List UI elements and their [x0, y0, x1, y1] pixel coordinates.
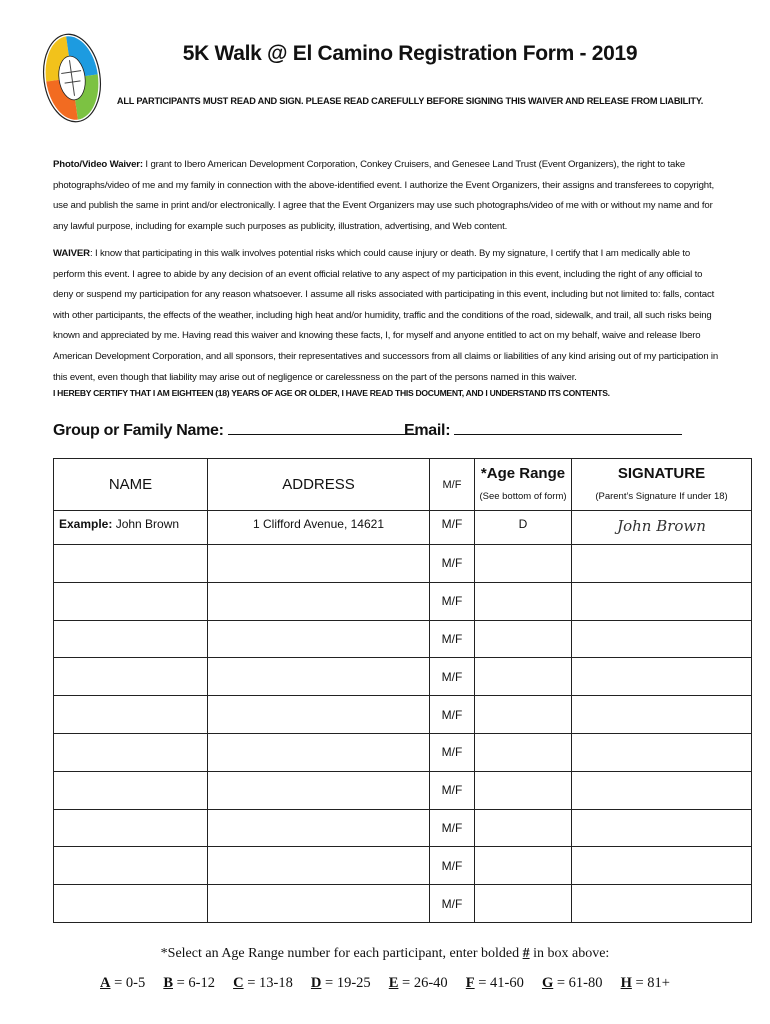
example-row	[54, 511, 752, 545]
age-range-item	[621, 975, 670, 992]
waiver-label: WAIVER	[53, 248, 90, 259]
participant-name-input[interactable]	[54, 771, 208, 809]
participant-rows	[54, 545, 752, 923]
participant-signature-input[interactable]	[572, 545, 752, 583]
el-camino-logo	[42, 32, 102, 124]
group-name-label: Group or Family Name:	[53, 422, 224, 439]
participant-name-input[interactable]	[54, 696, 208, 734]
participant-signature-input[interactable]	[572, 733, 752, 771]
age-range-value: = 61-80	[553, 975, 603, 991]
example-age: D	[475, 511, 572, 545]
participant-address-input[interactable]	[208, 582, 430, 620]
age-range-item	[466, 975, 524, 992]
header-address: ADDRESS	[208, 459, 430, 511]
participant-mf[interactable]: M/F	[430, 809, 475, 847]
participant-signature-input[interactable]	[572, 620, 752, 658]
example-mf: M/F	[430, 511, 475, 545]
participant-row	[54, 733, 752, 771]
participant-signature-input[interactable]	[572, 847, 752, 885]
participant-mf[interactable]: M/F	[430, 658, 475, 696]
age-range-key: D	[310, 975, 322, 991]
example-name-cell	[54, 511, 208, 545]
participant-row	[54, 696, 752, 734]
participant-name-input[interactable]	[54, 545, 208, 583]
certify-statement: I HEREBY CERTIFY THAT I AM EIGHTEEN (18) YEARS OF AGE OR OLDER, I HAVE READ THIS DOCUMENT, AND I UNDERSTAND ITS CONTENTS.	[53, 388, 610, 398]
waiver-text: : I know that participating in this walk involves potential risks which could cause injury or death. By my signature, I certify that I am medically able to perform this event. I agree to abide by any decision of an event official relative to any aspect of my participation in this event, including the right of any official to deny or suspend my participation for any reason whatsoever. I assume all risks associated with participating in this event, including but not limited to: falls, contact with other participants, the effects of the weather, including high heat and/or humidity, traffic and the conditions of the road, sidewalk, and trail, all such risks being known and appreciated by me. Having read this waiver and knowing these facts, I, for myself and anyone entitled to act on my behalf, waive and release Ibero American Development Corporation, and all sponsors, their representatives and successors from all claims or liabilities of any kind arising out of my participation in this event, even though that liability may arise out of negligence or carelessness on the part of the persons named in this waiver.	[53, 248, 719, 383]
header-age-note: (See bottom of form)	[479, 491, 567, 502]
participant-address-input[interactable]	[208, 809, 430, 847]
photo-waiver-label: Photo/Video Waiver:	[53, 159, 143, 170]
participant-age-input[interactable]	[475, 847, 572, 885]
participant-address-input[interactable]	[208, 696, 430, 734]
participant-name-input[interactable]	[54, 620, 208, 658]
participant-address-input[interactable]	[208, 733, 430, 771]
group-name-field[interactable]	[53, 420, 416, 440]
participant-address-input[interactable]	[208, 545, 430, 583]
participant-row	[54, 771, 752, 809]
header-mf: M/F	[430, 459, 475, 511]
participant-row	[54, 809, 752, 847]
participant-name-input[interactable]	[54, 582, 208, 620]
participant-age-input[interactable]	[475, 733, 572, 771]
group-name-line[interactable]	[228, 420, 416, 435]
age-range-item	[389, 975, 448, 992]
example-name: John Brown	[112, 517, 180, 531]
participant-row	[54, 582, 752, 620]
participant-age-input[interactable]	[475, 809, 572, 847]
participant-signature-input[interactable]	[572, 582, 752, 620]
age-range-key: A	[100, 975, 111, 991]
age-range-key: B	[163, 975, 173, 991]
participant-address-input[interactable]	[208, 771, 430, 809]
participant-mf[interactable]: M/F	[430, 545, 475, 583]
age-range-value: = 13-18	[243, 975, 293, 991]
participant-address-input[interactable]	[208, 620, 430, 658]
age-range-value: = 6-12	[173, 975, 216, 991]
age-range-key: H	[620, 975, 632, 991]
participant-row	[54, 545, 752, 583]
age-range-item	[163, 975, 215, 992]
instruction-mark: #	[522, 946, 530, 961]
participant-signature-input[interactable]	[572, 771, 752, 809]
participant-name-input[interactable]	[54, 847, 208, 885]
age-range-value: = 19-25	[321, 975, 371, 991]
participant-age-input[interactable]	[475, 545, 572, 583]
email-line[interactable]	[454, 420, 682, 435]
participant-mf[interactable]: M/F	[430, 885, 475, 923]
example-label: Example:	[59, 517, 113, 531]
age-range-value: = 0-5	[110, 975, 146, 991]
participant-signature-input[interactable]	[572, 809, 752, 847]
participant-address-input[interactable]	[208, 885, 430, 923]
email-field[interactable]	[404, 420, 682, 440]
age-range-key: G	[541, 975, 554, 991]
age-range-legend	[100, 975, 670, 992]
header-signature	[572, 459, 752, 511]
waiver-paragraph	[53, 244, 719, 388]
participant-mf[interactable]: M/F	[430, 582, 475, 620]
age-range-item	[311, 975, 371, 992]
participant-row	[54, 658, 752, 696]
instruction-pre: *Select an Age Range number for each participant, enter bolded	[160, 946, 523, 961]
participant-age-input[interactable]	[475, 620, 572, 658]
participant-name-input[interactable]	[54, 809, 208, 847]
form-subtitle: ALL PARTICIPANTS MUST READ AND SIGN. PLEASE READ CAREFULLY BEFORE SIGNING THIS WAIVER AND RELEASE FROM LIABILITY.	[116, 96, 704, 106]
age-range-key: E	[388, 975, 399, 991]
age-range-item	[100, 975, 145, 992]
age-range-instruction	[0, 946, 770, 962]
participant-signature-input[interactable]	[572, 658, 752, 696]
participant-name-input[interactable]	[54, 658, 208, 696]
header-age-range	[475, 459, 572, 511]
example-address: 1 Clifford Avenue, 14621	[208, 511, 430, 545]
participant-mf[interactable]: M/F	[430, 733, 475, 771]
participant-signature-input[interactable]	[572, 696, 752, 734]
participant-address-input[interactable]	[208, 658, 430, 696]
participant-age-input[interactable]	[475, 771, 572, 809]
photo-waiver-paragraph	[53, 155, 719, 237]
registration-table	[53, 458, 752, 923]
example-signature: John Brown	[572, 511, 752, 545]
age-range-item	[233, 975, 293, 992]
photo-waiver-text: I grant to Ibero American Development Corporation, Conkey Cruisers, and Genesee Land Trust (Event Organizers), the right to take photographs/video of me and my family in connection with the above-identified event. I authorize the Event Organizers, their assigns and transferees to copyright, use and publish the same in print and/or electronically. I agree that the Event Organizers may use such photographs/video of me with or without my name and for any lawful purpose, including for example such purposes as publicity, illustration, advertising, and Web content.	[53, 159, 714, 232]
participant-address-input[interactable]	[208, 847, 430, 885]
header-name: NAME	[54, 459, 208, 511]
header-signature-title: SIGNATURE	[617, 465, 706, 482]
participant-age-input[interactable]	[475, 582, 572, 620]
header-age-title: *Age Range	[480, 465, 566, 482]
participant-row	[54, 885, 752, 923]
age-range-value: = 81+	[631, 975, 670, 991]
participant-age-input[interactable]	[475, 696, 572, 734]
participant-age-input[interactable]	[475, 885, 572, 923]
age-range-key: C	[233, 975, 244, 991]
participant-mf[interactable]: M/F	[430, 847, 475, 885]
participant-name-input[interactable]	[54, 885, 208, 923]
participant-signature-input[interactable]	[572, 885, 752, 923]
participant-mf[interactable]: M/F	[430, 620, 475, 658]
participant-name-input[interactable]	[54, 733, 208, 771]
age-range-value: = 26-40	[398, 975, 448, 991]
email-label: Email:	[404, 422, 451, 439]
participant-mf[interactable]: M/F	[430, 771, 475, 809]
participant-age-input[interactable]	[475, 658, 572, 696]
table-header-row	[54, 459, 752, 511]
form-title: 5K Walk @ El Camino Registration Form - 2019	[182, 42, 638, 65]
header-signature-note: (Parent’s Signature If under 18)	[595, 491, 728, 502]
age-range-key: F	[465, 975, 475, 991]
participant-row	[54, 620, 752, 658]
participant-mf[interactable]: M/F	[430, 696, 475, 734]
participant-row	[54, 847, 752, 885]
instruction-post: in box above:	[529, 946, 610, 961]
age-range-value: = 41-60	[474, 975, 524, 991]
age-range-item	[542, 975, 603, 992]
